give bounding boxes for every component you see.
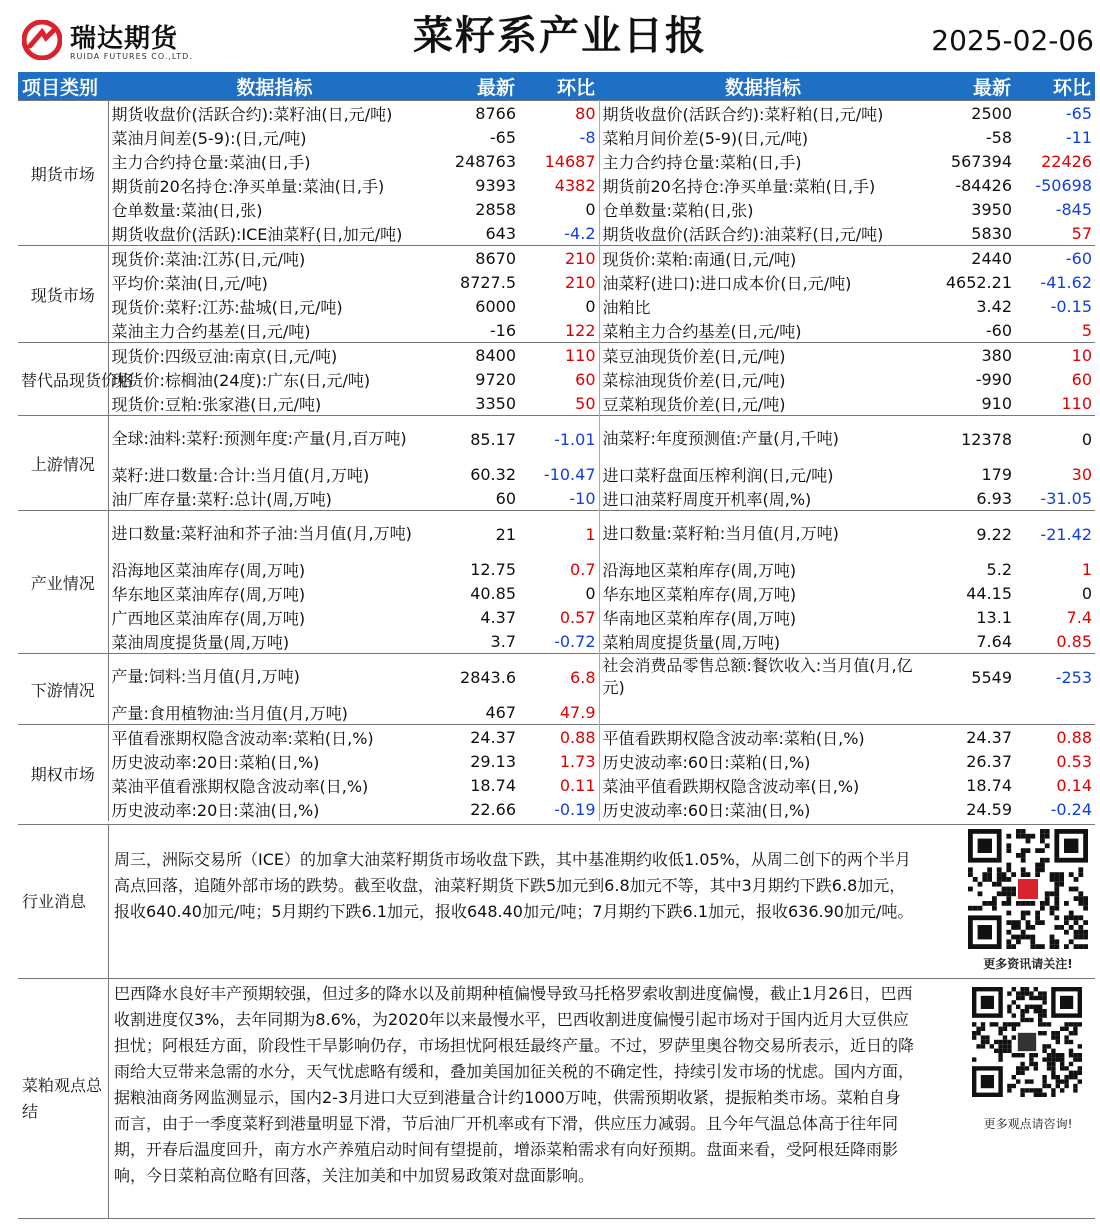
change-left: 14687 [519,149,599,173]
change-left: 122 [519,318,599,343]
latest-left: 21 [441,511,519,558]
news-label: 行业消息 [18,825,109,979]
change-right: 60 [1071,369,1092,389]
latest-left: 2843.6 [441,654,519,701]
latest-left: 8766 [441,101,519,126]
table-body [18,101,1095,822]
change-left: 1.73 [519,749,599,773]
indicator-right: 仓单数量:菜粕(日,张) [602,200,754,220]
latest-left: 40.85 [470,583,516,603]
latest-left: 4.37 [480,607,516,627]
change-left: 80 [519,101,599,126]
change-right: 5 [1081,320,1092,340]
category-label: 产业情况 [30,573,95,593]
indicator-right: 沿海地区菜粕库存(周,万吨) [602,560,797,580]
indicator-left: 产量:食用植物油:当月值(月,万吨) [111,703,348,723]
change-left: 6.8 [519,654,599,701]
news-text: 周三，洲际交易所（ICE）的加拿大油菜籽期货市场收盘下跌，其中基准期约收低1.05%，从周二创下的两个半月高点回落，追随外部市场的跌势。截至收盘，油菜籽期货下跌5加元到6.8加元不等，其中3月期约下跌6.8加元，报收640.40加元/吨；5月期约下跌6.1加元，报收648.40加元/吨；7月期约下跌6.1加元，报收636.90加元/吨。 [114,850,914,921]
latest-right: -990 [975,369,1012,389]
change-right: -65 [1015,101,1095,126]
category-label: 期权市场 [30,764,95,784]
header-latest-right: 最新 [927,72,1015,101]
category-label: 替代品现货价格 [21,370,134,390]
report-title: 菜籽系产业日报 [413,13,707,59]
latest-right: 567394 [950,151,1012,171]
header-change-right: 环比 [1015,72,1095,101]
table-row [18,391,1095,416]
latest-right: 4652.21 [945,272,1012,292]
qr-caption-view: 更多观点请咨询! [983,1117,1073,1131]
change-right [1015,700,1095,725]
change-right: 0.53 [1056,751,1092,771]
table-row [18,511,1095,558]
latest-left: 60.32 [470,464,516,484]
indicator-left: 菜油主力合约基差(日,元/吨) [111,321,311,341]
indicator-right: 菜粕主力合约基差(日,元/吨) [602,321,802,341]
table-row [18,654,1095,701]
change-right: 0 [1015,416,1095,463]
report-date: 2025-02-06 [931,24,1094,57]
latest-left: 248763 [454,151,516,171]
indicator-right [599,700,927,725]
latest-right: -84426 [955,175,1012,195]
change-left: 0.7 [519,557,599,581]
qr-code-icon [968,829,1088,949]
latest-right: 44.15 [966,583,1012,603]
indicator-left: 历史波动率:20日:菜油(日,%) [111,800,320,820]
indicator-right: 菜粕月间价差(5-9)(日,元/吨) [602,128,809,148]
indicator-right: 平值看跌期权隐含波动率:菜粕(日,%) [599,725,927,750]
table-row [18,270,1095,294]
indicator-left: 现货价:菜油:江苏(日,元/吨) [108,246,441,271]
data-table [18,72,1095,821]
latest-right: 2500 [927,101,1015,126]
indicator-left: 产量:饲料:当月值(月,万吨) [108,654,441,701]
latest-right: 179 [981,464,1012,484]
latest-left: 2858 [475,199,516,219]
latest-right: -60 [985,320,1012,340]
table-row [18,462,1095,486]
category-label: 上游情况 [30,454,95,474]
indicator-left: 仓单数量:菜油(日,张) [111,200,263,220]
latest-right: 13.1 [976,607,1012,627]
change-left: -0.19 [519,797,599,821]
indicator-right: 菜粕周度提货量(周,万吨) [602,632,781,652]
indicator-left: 期货收盘价(活跃合约):菜籽油(日,元/吨) [108,101,441,126]
latest-left: 18.74 [470,775,516,795]
change-left: 0 [519,197,599,221]
latest-left: 85.17 [441,416,519,463]
indicator-right: 历史波动率:60日:菜粕(日,%) [602,752,811,772]
indicator-left: 现货价:四级豆油:南京(日,元/吨) [108,343,441,368]
table-row [18,149,1095,173]
latest-left: 467 [485,702,516,722]
change-left: 0.57 [519,605,599,629]
change-left: -10.47 [519,462,599,486]
latest-right [927,700,1015,725]
table-row [18,581,1095,605]
change-right: 22426 [1041,151,1092,171]
view-label: 菜粕观点总结 [18,979,109,1219]
category-label: 期货市场 [30,164,95,184]
table-row [18,101,1095,126]
indicator-right: 豆菜粕现货价差(日,元/吨) [602,394,786,414]
latest-right: 3.42 [976,296,1012,316]
latest-right: 5549 [927,654,1015,701]
company-logo [18,18,218,66]
category-cell [18,511,108,654]
indicator-left: 现货价:豆粕:张家港(日,元/吨) [111,394,322,414]
change-right: -31.05 [1040,488,1092,508]
change-right: -21.42 [1015,511,1095,558]
latest-left: 8400 [441,343,519,368]
change-left: 47.9 [519,700,599,725]
category-cell [18,343,134,416]
change-right: -50698 [1035,175,1092,195]
view-text: 巴西降水良好丰产预期较强，但过多的降水以及前期种植偏慢导致马托格罗索收割进度偏慢，截止1月26日，巴西收割进度仅3%，去年同期为8.6%，为2020年以来最慢水平，巴西收割进度偏慢引起市场对于国内近月大豆供应担忧；阿根廷方面，阶段性干旱影响仍存，市场担忧阿根廷最终产量。不过，罗萨里奥谷物交易所表示，近日的降雨给大豆带来急需的水分，天气忧虑略有缓和，叠加美国加征关税的不确定性，持续引发市场的忧虑。国内方面，据粮油商务网监测显示，国内2-3月进口大豆到港量合计约1000万吨，供需预期收紧，提振粕类市场。菜粕自身而言，由于一季度菜籽到港量明显下滑，节后油厂开机率或有下滑，供应压力减弱。且今年气温总体高于往年同期，开春后温度回升，南方水产养殖启动时间有望提前，增添菜粕需求有向好预期。盘面来看，受阿根廷降雨影响，今日菜粕高位略有回落，关注加美和中加贸易政策对盘面影响。 [114,984,915,1185]
indicator-right: 油菜籽:年度预测值:产量(月,千吨) [599,416,927,463]
latest-right: 3950 [971,199,1012,219]
logo-subtitle: RUIDA FUTURES CO.,LTD. [70,52,193,61]
wechat-qr-code-icon [972,987,1082,1097]
qr-caption-news: 更多资讯请关注! [983,957,1073,971]
header-indicator-left: 数据指标 [108,72,441,101]
latest-right: 24.37 [927,725,1015,750]
indicator-right: 油菜籽(进口):进口成本价(日,元/吨) [602,273,852,293]
change-right: 10 [1015,343,1095,368]
indicator-left: 进口数量:菜籽油和芥子油:当月值(月,万吨) [108,511,441,558]
latest-left: 3.7 [490,631,516,651]
table-row [18,318,1095,343]
change-left: 4382 [519,173,599,197]
latest-right: 7.64 [976,631,1012,651]
bottom-border [18,1218,1095,1219]
table-row [18,486,1095,511]
ruida-logo-icon [22,20,62,60]
indicator-right: 华南地区菜粕库存(周,万吨) [602,608,797,628]
category-cell [18,246,108,343]
change-right: -41.62 [1040,272,1092,292]
indicator-right: 进口菜籽盘面压榨利润(日,元/吨) [602,465,834,485]
header-category: 项目类别 [18,72,108,101]
indicator-left: 平值看涨期权隐含波动率:菜粕(日,%) [108,725,441,750]
change-left: 0.88 [519,725,599,750]
latest-left: 9720 [475,369,516,389]
category-label: 下游情况 [30,680,95,700]
change-right: 0.85 [1056,631,1092,651]
indicator-left: 平均价:菜油(日,元/吨) [111,273,268,293]
indicator-right: 菜棕油现货价差(日,元/吨) [602,370,786,390]
change-right: -845 [1055,199,1092,219]
indicator-left: 期货收盘价(活跃):ICE油菜籽(日,加元/吨) [111,224,403,244]
indicator-left: 现货价:菜籽:江苏:盐城(日,元/吨) [111,297,343,317]
latest-right: 5.2 [986,559,1012,579]
change-right: 0.88 [1015,725,1095,750]
change-right: 0 [1081,583,1092,603]
change-left: -10 [519,486,599,511]
change-right: -60 [1015,246,1095,271]
latest-left: 643 [485,223,516,243]
change-left: 50 [519,391,599,416]
table-row [18,725,1095,750]
indicator-left: 华东地区菜油库存(周,万吨) [111,584,306,604]
latest-right: -58 [985,127,1012,147]
indicator-left: 沿海地区菜油库存(周,万吨) [111,560,306,580]
table-row [18,221,1095,246]
table-row [18,173,1095,197]
change-right: 7.4 [1066,607,1092,627]
change-right: 57 [1071,223,1092,243]
latest-right: 380 [927,343,1015,368]
indicator-left: 广西地区菜油库存(周,万吨) [111,608,306,628]
indicator-right: 菜豆油现货价差(日,元/吨) [599,343,927,368]
indicator-left: 菜油月间差(5-9):(日,元/吨) [111,128,307,148]
indicator-left: 主力合约持仓量:菜油(日,手) [111,152,311,172]
latest-right: 2440 [927,246,1015,271]
header-latest-left: 最新 [441,72,519,101]
table-row [18,605,1095,629]
table-row [18,246,1095,271]
indicator-left: 菜油平值看涨期权隐含波动率(日,%) [111,776,369,796]
view-section [18,978,1095,1219]
latest-right: 24.59 [966,799,1012,819]
latest-left: 29.13 [470,751,516,771]
category-cell [18,725,108,822]
change-right: 110 [1061,393,1092,413]
change-right: 1 [1081,559,1092,579]
category-label: 现货市场 [30,285,95,305]
change-left: -8 [519,125,599,149]
table-row [18,294,1095,318]
table-row [18,197,1095,221]
latest-left: 24.37 [441,725,519,750]
latest-left: -16 [489,320,516,340]
latest-left: 12.75 [470,559,516,579]
category-cell [18,654,108,725]
change-left: 210 [519,246,599,271]
change-left: 0.11 [519,773,599,797]
latest-right: 26.37 [966,751,1012,771]
change-right: -11 [1065,127,1092,147]
latest-left: 60 [495,488,516,508]
change-right: 0.14 [1056,775,1092,795]
indicator-right: 进口数量:菜籽粕:当月值(月,万吨) [599,511,927,558]
latest-left: 6000 [475,296,516,316]
category-cell [18,416,108,511]
logo-name: 瑞达期货 [70,24,179,54]
latest-right: 9.22 [927,511,1015,558]
indicator-right: 现货价:菜粕:南通(日,元/吨) [599,246,927,271]
latest-right: 18.74 [966,775,1012,795]
report-header [0,0,1100,68]
change-left: 1 [519,511,599,558]
indicator-right: 社会消费品零售总额:餐饮收入:当月值(月,亿元) [599,654,927,701]
change-right: -0.15 [1050,296,1092,316]
change-left: -1.01 [519,416,599,463]
indicator-left: 菜油周度提货量(周,万吨) [111,632,290,652]
table-header-row [18,72,1095,101]
latest-left: 22.66 [470,799,516,819]
change-left: 110 [519,343,599,368]
indicator-left: 期货前20名持仓:净买单量:菜油(日,手) [111,176,385,196]
change-left: -0.72 [519,629,599,654]
change-left: 0 [519,294,599,318]
change-left: 210 [519,270,599,294]
change-right: -253 [1015,654,1095,701]
category-cell [18,101,108,246]
latest-right: 12378 [927,416,1015,463]
news-section [18,824,1095,979]
table-row [18,749,1095,773]
indicator-right: 期货前20名持仓:净买单量:菜粕(日,手) [602,176,876,196]
indicator-right: 进口油菜籽周度开机率(周,%) [602,489,812,509]
latest-left: 3350 [475,393,516,413]
latest-right: 910 [981,393,1012,413]
indicator-left: 油厂库存量:菜籽:总计(周,万吨) [111,489,332,509]
indicator-left: 全球:油料:菜籽:预测年度:产量(月,百万吨) [108,416,441,463]
indicator-left: 菜籽:进口数量:合计:当月值(月,万吨) [111,465,370,485]
table-row [18,416,1095,463]
change-right: 30 [1071,464,1092,484]
indicator-right: 期货收盘价(活跃合约):油菜籽(日,元/吨) [602,224,884,244]
table-row [18,700,1095,725]
latest-left: 8727.5 [460,272,516,292]
latest-right: 6.93 [976,488,1012,508]
indicator-right: 主力合约持仓量:菜粕(日,手) [602,152,802,172]
indicator-right: 菜油平值看跌期权隐含波动率(日,%) [602,776,860,796]
header-indicator-right: 数据指标 [599,72,927,101]
latest-left: 9393 [475,175,516,195]
change-left: -4.2 [519,221,599,246]
table-row [18,367,1095,391]
table-row [18,797,1095,821]
change-right: -0.24 [1050,799,1092,819]
indicator-right: 期货收盘价(活跃合约):菜籽粕(日,元/吨) [599,101,927,126]
header-change-left: 环比 [519,72,599,101]
table-row [18,125,1095,149]
indicator-left: 现货价:棕榈油(24度):广东(日,元/吨) [111,370,371,390]
table-row [18,343,1095,368]
indicator-right: 油粕比 [602,297,651,317]
indicator-right: 历史波动率:60日:菜油(日,%) [602,800,811,820]
change-left: 60 [519,367,599,391]
table-row [18,629,1095,654]
table-row [18,557,1095,581]
indicator-right: 华东地区菜粕库存(周,万吨) [602,584,797,604]
latest-left: -65 [489,127,516,147]
latest-left: 8670 [441,246,519,271]
change-left: 0 [519,581,599,605]
latest-right: 5830 [971,223,1012,243]
table-row [18,773,1095,797]
indicator-left: 历史波动率:20日:菜粕(日,%) [111,752,320,772]
